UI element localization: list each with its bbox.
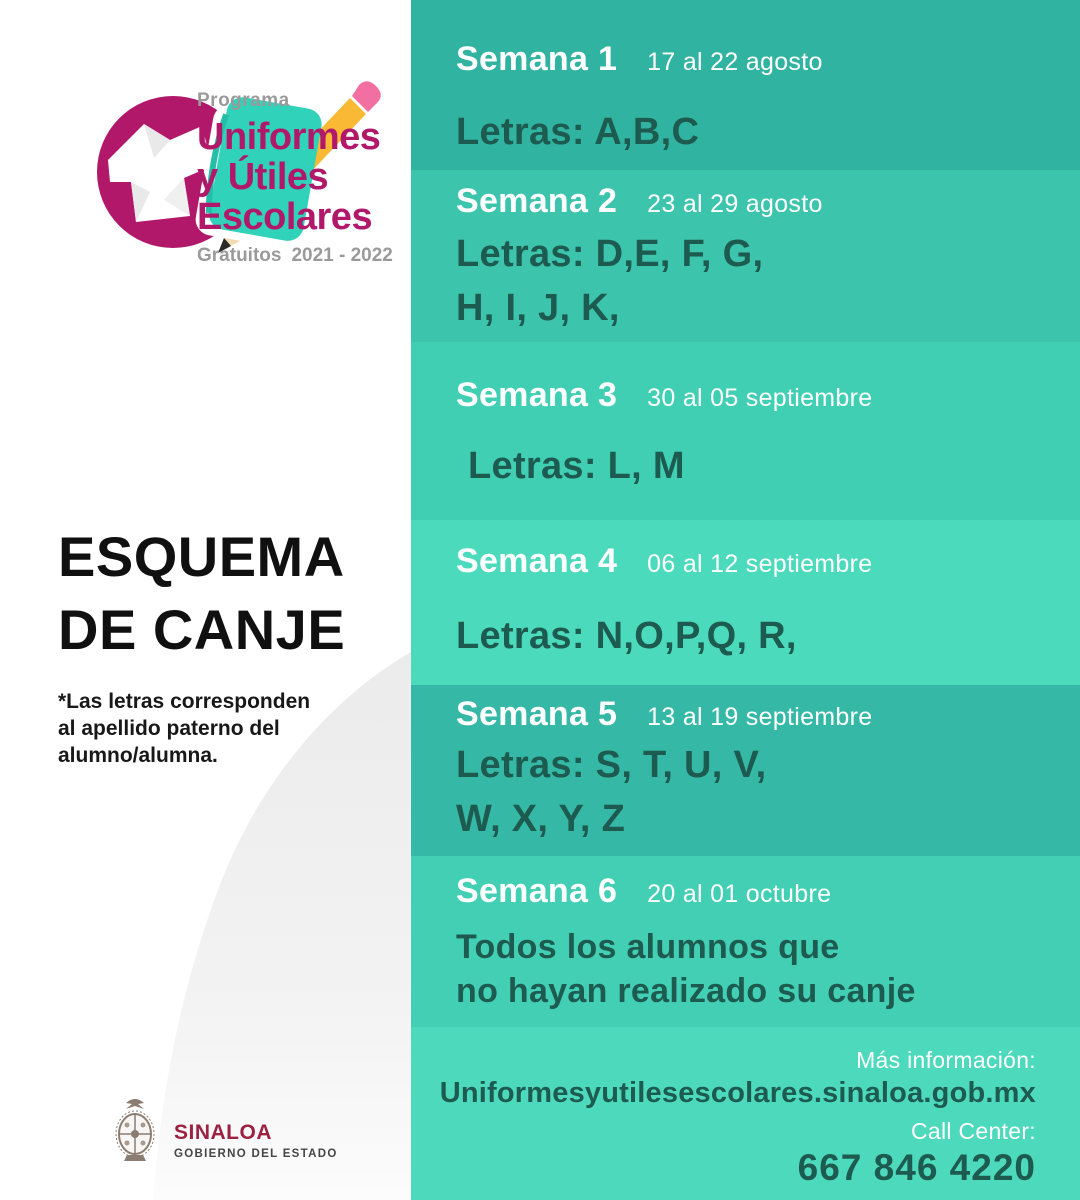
week-1-header xyxy=(456,40,1050,79)
week-4-letters-line1: Letras: N,O,P,Q, R, xyxy=(456,615,797,657)
week-2-label: Semana 2 xyxy=(456,182,618,220)
government-logo xyxy=(110,1094,338,1166)
week-3-dates: 30 al 05 septiembre xyxy=(647,384,873,412)
week-section-3 xyxy=(411,342,1080,520)
left-panel xyxy=(0,0,411,1200)
week-section-1 xyxy=(411,0,1080,170)
website-url: Uniformesyutilesescolares.sinaloa.gob.mx xyxy=(439,1077,1036,1109)
page-title-line2: DE CANJE xyxy=(58,598,346,661)
week-5-dates: 13 al 19 septiembre xyxy=(647,703,873,731)
week-2-letters xyxy=(456,227,1050,335)
page-title-line1: ESQUEMA xyxy=(58,525,345,588)
week-6-dates: 20 al 01 octubre xyxy=(647,880,832,908)
week-4-dates: 06 al 12 septiembre xyxy=(647,550,873,578)
week-4-letters xyxy=(456,609,1050,663)
week-6-label: Semana 6 xyxy=(456,872,618,910)
week-2-header xyxy=(456,182,1050,221)
week-1-letters-line1: Letras: A,B,C xyxy=(456,111,700,153)
call-center-label: Call Center: xyxy=(910,1118,1036,1144)
program-subtitle xyxy=(197,245,427,267)
week-5-label: Semana 5 xyxy=(456,695,618,733)
week-4-header xyxy=(456,542,1050,581)
contact-footer xyxy=(411,1027,1080,1200)
week-6-letters-line1: Todos los alumnos que xyxy=(456,928,840,966)
week-5-letters-line2: W, X, Y, Z xyxy=(456,798,626,840)
week-3-header xyxy=(456,376,1050,415)
week-1-letters xyxy=(456,105,1050,159)
week-5-header xyxy=(456,695,1050,734)
week-4-label: Semana 4 xyxy=(456,542,618,580)
program-kicker: Programa xyxy=(197,90,290,111)
more-info-label: Más información: xyxy=(856,1047,1036,1073)
week-1-dates: 17 al 22 agosto xyxy=(647,48,823,76)
week-section-6 xyxy=(411,856,1080,1027)
week-3-letters xyxy=(456,439,1050,493)
sinaloa-coat-of-arms-icon xyxy=(110,1094,160,1166)
letters-footnote xyxy=(58,688,411,769)
week-section-2 xyxy=(411,170,1080,342)
program-logo xyxy=(58,80,420,275)
week-1-label: Semana 1 xyxy=(456,40,618,78)
week-3-label: Semana 3 xyxy=(456,376,618,414)
state-subtitle: GOBIERNO DEL ESTADO xyxy=(174,1148,338,1160)
week-2-dates: 23 al 29 agosto xyxy=(647,190,823,218)
program-title-line2: y Útiles xyxy=(197,156,329,198)
week-5-letters-line1: Letras: S, T, U, V, xyxy=(456,744,767,786)
state-name: SINALOA xyxy=(174,1121,272,1144)
program-logo-text xyxy=(197,90,427,267)
program-years: 2021 - 2022 xyxy=(291,245,393,266)
footnote-line1: *Las letras corresponden xyxy=(58,690,311,713)
program-title-line3: Escolares xyxy=(197,196,373,238)
week-5-letters xyxy=(456,738,1050,846)
footnote-line2: al apellido paterno del alumno/alumna. xyxy=(58,717,280,767)
government-logo-text xyxy=(174,1121,338,1166)
page-title xyxy=(58,520,345,666)
week-2-letters-line1: Letras: D,E, F, G, xyxy=(456,233,764,275)
program-subtitle-label: Gratuitos xyxy=(197,245,282,266)
call-center-phone: 667 846 4220 xyxy=(797,1147,1036,1188)
week-3-letters-line1: Letras: L, M xyxy=(468,445,685,487)
schedule-panel xyxy=(411,0,1080,1200)
week-section-4 xyxy=(411,520,1080,685)
program-title-line1: Uniformes xyxy=(197,116,381,158)
week-6-letters xyxy=(456,925,1050,1013)
week-section-5 xyxy=(411,685,1080,856)
week-6-header xyxy=(456,872,1050,911)
week-2-letters-line2: H, I, J, K, xyxy=(456,287,620,329)
week-6-letters-line2: no hayan realizado su canje xyxy=(456,972,916,1010)
